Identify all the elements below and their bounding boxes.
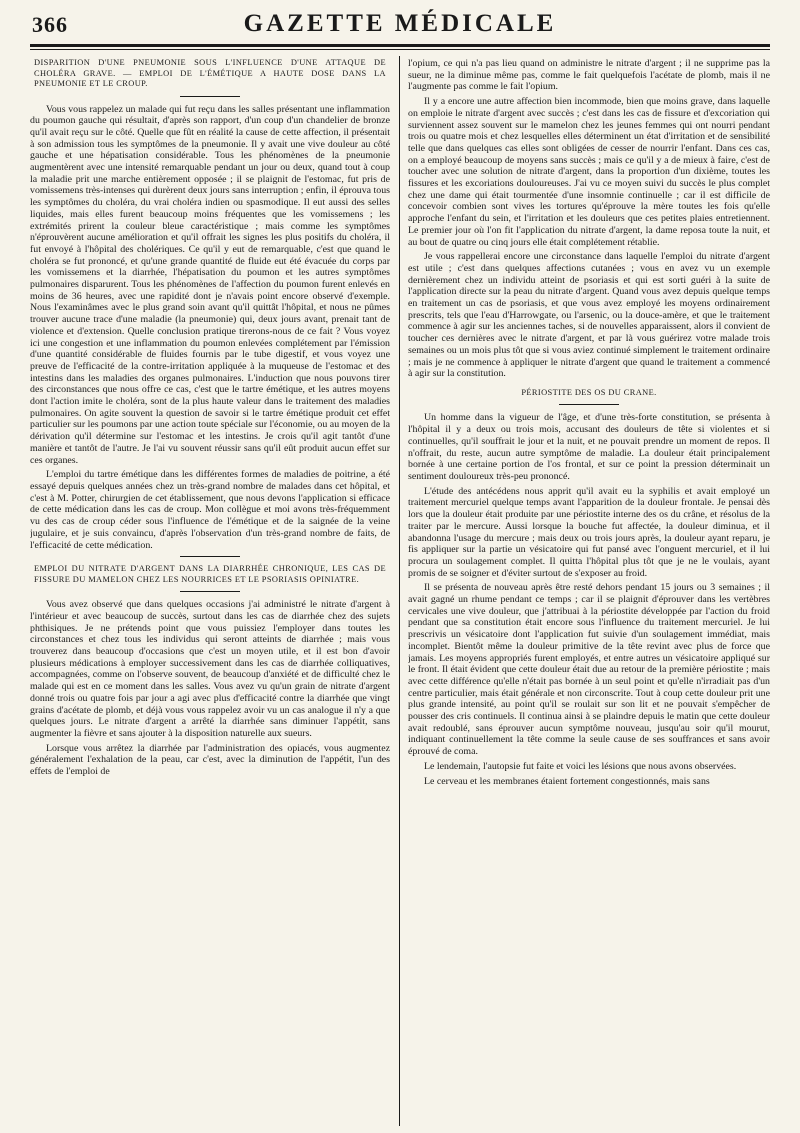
column-divider [399, 56, 400, 1126]
header-rule-thick [30, 44, 770, 47]
section-title-nitrate-argent: EMPLOI DU NITRATE D'ARGENT DANS LA DIARRHÉE CHRONIQUE, LES CAS DE FISSURE DU MAMELON CHEZ LES NOURRICES ET LE PSORIASIS OPINIATRE. [34, 564, 386, 584]
journal-title: GAZETTE MÉDICALE [243, 10, 557, 37]
section-rule [559, 404, 619, 405]
section-rule [180, 96, 240, 97]
left-column [30, 58, 390, 1128]
paragraph-continuation: l'opium, ce qui n'a pas lieu quand on administre le nitrate d'argent ; il ne supprime pas la sueur, ne la diminue même pas, comme le fait quelquefois l'acétate de plomb, mais il ne l'augmente pas comme le fait l'opium. [408, 58, 770, 93]
section-title-pneumonie: DISPARITION D'UNE PNEUMONIE SOUS L'INFLUENCE D'UNE ATTAQUE DE CHOLÉRA GRAVE. — EMPLOI DE L'ÉMÉTIQUE A HAUTE DOSE DANS LA PNEUMONIE ET LE CROUP. [34, 58, 386, 88]
section-rule [180, 556, 240, 557]
right-column [408, 58, 770, 1128]
section-title-periostite: PÉRIOSTITE DES OS DU CRANE. [521, 387, 657, 397]
paragraph: Le cerveau et les membranes étaient fortement congestionnés, mais sans [424, 775, 710, 787]
paragraph: Vous avez observé que dans quelques occasions j'ai administré le nitrate d'argent à l'intérieur et avec beaucoup de succès, surtout dans les cas de diarrhée chez des sujets phthisiques. Je ne prétends point que vous puissiez l'employer dans toutes les circonstances et chez tous les individus qui seront atteints de diarrhée ; mais vous trouverez dans beaucoup d'occasions que c'est un moyen utile, et il est bon d'avoir plusieurs médications à employer successivement dans les cas de diarrhée colliquatives, accompagnées, comme on l'observe souvent, de beaucoup d'anxiété et de difficulté chez le malade qui est en ce moment dans les salles. Vous avez vu qu'un grain de nitrate d'argent donné trois ou quatre fois par jour a agi avec plus d'efficacité contre la diarrhée que vingt grains d'acétate de plomb, et déjà vous vous rappelez avoir vu un cas analogue il n'y a que quelques jours. Le nitrate d'argent a arrêté la diarrhée sans diminuer l'appétit, sans augmenter la fièvre et sans ajouter à la disposition naturelle aux sueurs. [30, 599, 390, 739]
paragraph: Il y a encore une autre affection bien incommode, bien que moins grave, dans laquelle on emploie le nitrate d'argent avec succès ; c'est dans les cas de fissure et d'excoriation qui surviennent assez souvent sur le mamelon chez les jeunes femmes qui ont nourri pendant trois ou quatre mois et chez lesquelles elles déterminent un état d'irritation et de sensibilité telle que dans quelques cas elles sont obligées de cesser de nourrir l'enfant. Dans ces cas, on a employé beaucoup de moyens sans succès ; mais ce qu'il y a de mieux à faire, c'est de toucher avec une solution de nitrate d'argent, dans la proportion d'un dixième, toutes les fissures et les excoriations douloureuses. J'ai vu ce moyen suivi du succès le plus complet chez une dame qui était tourmentée d'une insomnie continuelle ; car il est difficile de concevoir combien sont vives les tortures qu'éprouve la mère toutes les fois qu'elle approche l'enfant du sein, et l'irritation et les douleurs que ces petites plaies entretiennent. Le premier jour où l'on fit l'application du nitrate d'argent, la dame reposa toute la nuit, et au bout de quatre ou cinq jours elle était complétement rétablie. [408, 96, 770, 248]
section-rule [180, 591, 240, 592]
header-rule-thin [30, 49, 770, 50]
paragraph: Il se présenta de nouveau après être resté dehors pendant 15 jours ou 3 semaines ; il avait gagné un rhume pendant ce temps ; car il se plaignit d'éprouver dans les vertèbres cervicales une vive douleur, que j'attribuai à la périostite développée par l'action du froid pendant que sa constitution était encore sous l'influence du traitement mercuriel. Je lui prescrivis un vésicatoire dont l'application fut suivie d'un soulagement immédiat, mais incomplet. Bientôt même la douleur primitive de la tête revint avec plus de force que jamais. Les moyens appropriés furent employés, et entre autres un vésicatoire appliqué sur le front. Il était évident que cette douleur était due au retour de la première périostite ; mais avec cette différence qu'elle n'était pas bornée à un seul point et qu'elle n'irradiait pas d'un centre particulier, mais était générale et non circonscrite. Tout à coup cette douleur prit une plus grande intensité, au point qu'il se roulait sur son lit et ne pouvait s'empêcher de pousser des cris continuels. Il continua ainsi à se plaindre depuis le matin que cette douleur avait redoublé, sans éprouver aucun symptôme nouveau, jusqu'au soir qu'il mourut, indiquant continuellement la tête comme la seule cause de ses souffrances et sans avoir éprouvé de coma. [408, 582, 770, 758]
paragraph: Vous vous rappelez un malade qui fut reçu dans les salles présentant une inflammation du poumon gauche qui résultait, d'après son rapport, d'un coup d'un chandelier de bronze qu'il avait reçu sur le côté. Quelle que fût en réalité la cause de cette affection, il présentait à son admission tous les symptômes de la pneumonie. Il y avait une vive douleur au côté gauche et une hépatisation considérable. Tous les phénomènes de la pneumonie augmentèrent avec une intensité remarquable pendant un jour ou deux, quand tout à coup la maladie prit une marche entièrement opposée ; il se plaignit de l'estomac, fut pris de vomissemens très-intenses qui durèrent deux jours sans interruption ; enfin, il éprouva tous les symptômes du choléra, du vrai choléra indien ou spasmodique. Il eut aussi des selles liquides, mais elles furent beaucoup moins fréquentes que les vomissemens ; les extrémités prirent la couleur bleue caractéristique ; mais comme les symptômes n'éprouvèrent aucune amélioration et qu'il offrait les signes les plus positifs du choléra, il fut envoyé à l'hôpital des cholériques. Ce qu'il y eut de remarquable, c'est que quand le choléra se fut prononcé, et qu'une grande quantité de fluide eut été évacuée du corps par les vomissemens et la diarrhée, l'hépatisation du poumon et les autres symptômes pulmonaires disparurent. Tous les phénomènes de l'affection du poumon furent enlevés en moins de 36 heures, avec une rapidité dont je n'avais point encore observé d'exemple. Nous l'examinâmes avec le plus grand soin avant qu'il quittât l'hôpital, et nous ne pûmes trouver aucune trace d'une maladie (la pneumonie) qui, deux jours avant, prenait tant de violence et d'extension. Quelle conclusion pratique tirerons-nous de ce fait ? Vous voyez ici une congestion et une inflammation du poumon enlevées complétement par l'émission d'une quantité considérable de fluides fournis par le tube digestif, et vous voyez une preuve de l'efficacité de la contre-irritation appliquée à la muqueuse de l'estomac et des intestins dans les maladies des organes pulmonaires. L'induction que nous pouvons tirer des circonstances que nous offre ce cas, c'est que le tartre émétique, et les autres moyens dont l'action imite le choléra, sont de la plus haute valeur dans le traitement des maladies pulmonaires. On agite souvent la question de savoir si le tartre émétique produit cet effet particulier sur les poumons par une action toute spéciale sur l'économie, ou au moyen de la dérivation qu'il détermine sur l'estomac et les intestins. Je crois qu'il agit tantôt d'une manière et tantôt de l'autre. Je l'ai vu souvent réussir sans qu'il eût produit aucun effet sur ces organes. [30, 103, 390, 466]
paragraph: Le lendemain, l'autopsie fut faite et voici les lésions que nous avons observées. [424, 760, 737, 772]
paragraph: Je vous rappellerai encore une circonstance dans laquelle l'emploi du nitrate d'argent est utile ; c'est dans quelques affections cutanées ; vous en avez vu un exemple dernièrement chez un individu atteint de psoriasis et qui est sorti guéri à la suite de l'application directe sur la peau du nitrate d'argent. Quand vous avez depuis quelque temps en traitement un cas de psoriasis, et que vous avez employé les moyens ordinairement prescrits, tels que l'eau d'Harrowgate, ou l'arsenic, ou la douce-amère, et que le traitement commence à agir sur les anciennes taches, si de nouvelles apparaissent, alors il convient de toucher ces dernières avec le nitrate d'argent, et par là vous guérirez votre malade trois semaines ou un mois plus tôt que si vous aviez continué simplement le traitement ordinaire ; mais je ne commence à appliquer le nitrate d'argent que quand le traitement a commencé à agir sur la constitution. [408, 251, 770, 380]
page-number: 366 [32, 12, 68, 37]
paragraph: Un homme dans la vigueur de l'âge, et d'une très-forte constitution, se présenta à l'hôpital il y a deux ou trois mois, accusant des douleurs de tête si violentes et si continuelles, qu'il souffrait le jour et la nuit, et ne pouvait prendre un moment de repos. Il n'offrait, du reste, aucun autre symptôme de maladie. La douleur était principalement bornée à une certaine portion de l'os frontal, et sur ce point la pression déterminait un sentiment douloureux très-peu prononcé. [408, 412, 770, 482]
paragraph: L'emploi du tartre émétique dans les différentes formes de maladies de poitrine, a été essayé depuis quelques années chez un très-grand nombre de malades dans cet hôpital, et c'est à M. Potter, chirurgien de cet établissement, que nous devons l'application si efficace de cette médication dans les cas de croup. Mon collègue et moi avons très-fréquemment vu des cas de croup céder sous l'influence de l'émétique et de la saignée de la veine jugulaire, et je suis convaincu, d'après l'observation d'un très-grand nombre de faits, de l'efficacité de cette médication. [30, 469, 390, 551]
paragraph: Lorsque vous arrêtez la diarrhée par l'administration des opiacés, vous augmentez généralement l'exhalation de la peau, car c'est, avec la diminution de l'appétit, l'un des effets de l'emploi de [30, 742, 390, 778]
page-header [0, 0, 800, 52]
paragraph: L'étude des antécédens nous apprit qu'il avait eu la syphilis et avait employé un traitement mercuriel quelque temps avant l'apparition de la douleur frontale. Je pensai dès lors que la douleur était produite par une périostite interne des os du crâne, et résolus de la traiter par le mercure. Aussi lorsque la bouche fut affectée, la douleur diminua, et il abandonna l'usage du mercure ; mais deux ou trois jours après, la douleur ayant reparu, je fis appliquer sur la partie un vésicatoire qui fut pansé avec l'onguent mercuriel, et il lui procura un soulagement complet. Il quitta l'hôpital plus tôt que je ne le voulais, ayant promis de se soigner et d'éviter surtout de s'exposer au froid. [408, 485, 770, 579]
